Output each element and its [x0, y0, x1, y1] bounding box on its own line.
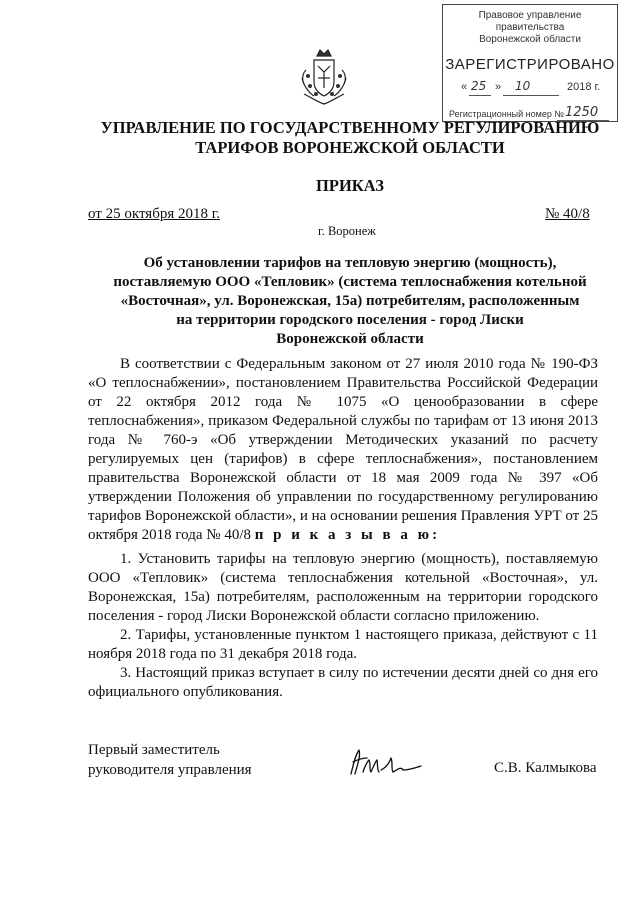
document-date: от 25 октября 2018 г. [88, 206, 220, 222]
order-item-1: 1. Установить тарифы на тепловую энергию (мощность), поставляемую ООО «Тепловик» (система теплоснабжения котельной «Восточная», ул. Воронежская, 15а) потребителям, расположенным на территории городского поселения - город Лиски Воронежской области согласно приложению. [88, 551, 598, 624]
authority-name [60, 118, 640, 158]
signatory-name: С.В. Калмыкова [494, 760, 597, 776]
handwritten-signature [345, 744, 423, 784]
stamp-org-line1: Правовое управление правительства [478, 10, 582, 33]
stamp-day-line [469, 95, 491, 96]
stamp-year: 2018 г. [567, 81, 601, 93]
order-items [88, 550, 598, 702]
subject-line1: Об установлении тарифов на тепловую энергию (мощность), [143, 255, 557, 271]
order-item-3: 3. Настоящий приказ вступает в силу по истечении десяти дней со дня его официального опубликования. [88, 665, 598, 700]
stamp-org-line2: Воронежской области [479, 34, 581, 45]
stamp-reg-number-value: 1250 [565, 105, 599, 120]
document-type: ПРИКАЗ [316, 176, 384, 195]
preamble-keyword: п р и к а з ы в а ю: [254, 527, 441, 543]
subject-line2: поставляемую ООО «Тепловик» (система теплоснабжения котельной [113, 274, 587, 290]
registration-stamp [442, 4, 618, 122]
signatory-position [88, 740, 252, 780]
document-subject [100, 254, 600, 349]
stamp-registered: ЗАРЕГИСТРИРОВАНО [445, 56, 615, 73]
stamp-org [443, 10, 617, 46]
coat-of-arms-icon [298, 48, 350, 108]
stamp-day: 25 [471, 79, 487, 93]
stamp-quote-open: « [461, 81, 468, 93]
stamp-reg-number-label: Регистрационный номер № [449, 109, 565, 119]
stamp-date [443, 81, 617, 99]
subject-line5: Воронежской области [276, 331, 424, 347]
preamble-text: В соответствии с Федеральным законом от 27 июля 2010 года № 190-ФЗ «О теплоснабжении», постановлением Правительства Российской Федерации от 22 октября 2012 года № 1075 «О ценообразовании в сфере теплоснабжения», приказом Федеральной службы по тарифам от 13 июня 2013 года № 760-э «Об утверждении Методических указаний по расчету регулируемых цен (тарифов) в сфере теплоснабжения», постановлением правительства Воронежской области от 18 мая 2009 года № 397 «Об утверждении Положения об управлении по государственному регулированию тарифов Воронежской области», и на основании решения Правления УРТ от 25 октября 2018 года № 40/8 [88, 356, 598, 543]
stamp-month-line [503, 95, 559, 96]
signatory-position-line1: Первый заместитель [88, 742, 220, 758]
stamp-month: 10 [515, 79, 531, 93]
stamp-quote-close: » [495, 81, 502, 93]
authority-name-line1: УПРАВЛЕНИЕ ПО ГОСУДАРСТВЕННОМУ РЕГУЛИРОВАНИЮ [100, 118, 600, 137]
preamble-paragraph [88, 355, 598, 545]
document-number: № 40/8 [545, 206, 590, 222]
subject-line3: «Восточная», ул. Воронежская, 15а) потребителям, расположенным [120, 293, 580, 309]
subject-line4: на территории городского поселения - город Лиски [176, 312, 524, 328]
order-item-2: 2. Тарифы, установленные пунктом 1 настоящего приказа, действуют с 11 ноября 2018 года по 31 декабря 2018 года. [88, 627, 598, 662]
document-city: г. Воронеж [318, 224, 376, 238]
signatory-position-line2: руководителя управления [88, 762, 252, 778]
authority-name-line2: ТАРИФОВ ВОРОНЕЖСКОЙ ОБЛАСТИ [195, 138, 505, 157]
